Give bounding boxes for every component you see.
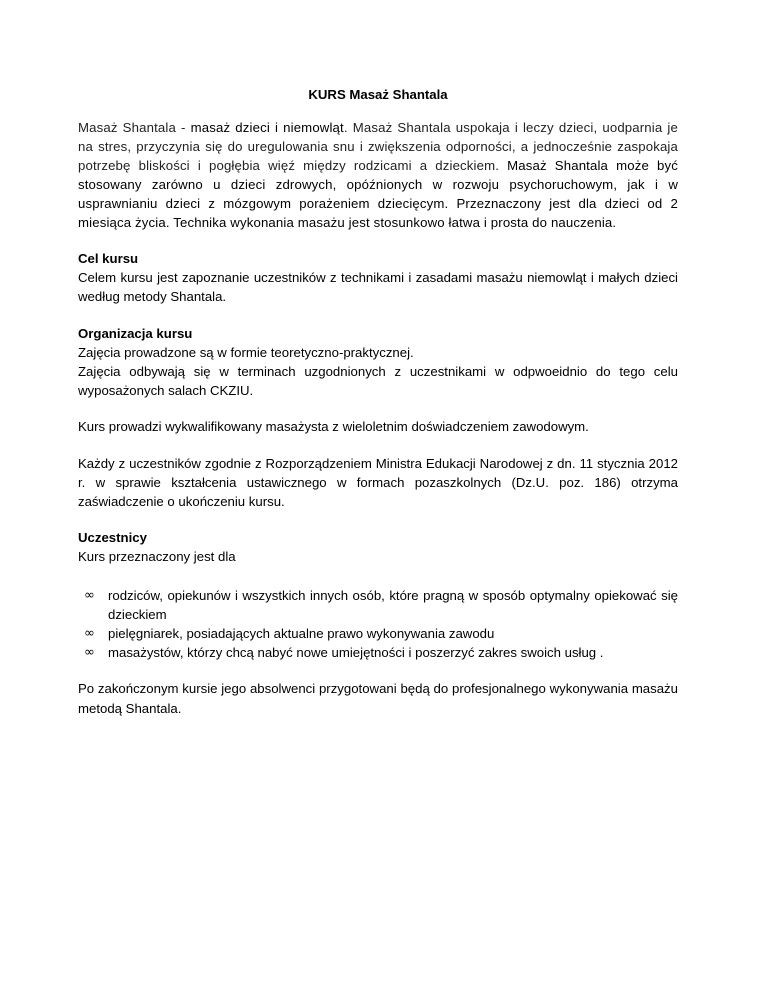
participants-list (78, 586, 678, 663)
list-item-text: pielęgniarek, posiadających aktualne prawo wykonywania zawodu (108, 626, 495, 642)
list-item (78, 586, 678, 624)
infinity-bullet-icon: ∞ (84, 645, 95, 661)
intro-text-1: Masaż Shantala - (78, 120, 191, 135)
goal-paragraph: Celem kursu jest zapoznanie uczestników z technikami i zasadami masażu niemowląt i małych dzieci według metody Shantala. (78, 270, 678, 305)
organization-line-2: Zajęcia odbywają się w terminach uzgodnionych z uczestnikami w odpwoeidnio do tego celu wyposażonych salach CKZIU. (78, 364, 678, 399)
infinity-bullet-icon: ∞ (84, 626, 95, 642)
intro-text-3: . Masaż Shantala uspokaja i leczy dzieci, uodparnia je na stres, przyczynia się do uregulowania snu i zwiększenia odporności, a jednocześnie zaspokaja potrzebę bliskości i pogłębia więź między rodzicami a dzieckiem. (78, 120, 678, 173)
list-item (78, 624, 678, 643)
organization-heading: Organizacja kursu (78, 325, 193, 341)
document-page (78, 86, 678, 718)
list-item-text: rodziców, opiekunów i wszystkich innych osób, które pragną w sposób optymalny opiekować się dzieckiem (108, 587, 678, 622)
certificate-paragraph: Każdy z uczestników zgodnie z Rozporządzeniem Ministra Edukacji Narodowej z dn. 11 stycznia 2012 r. w sprawie kształcenia ustawicznego w formach pozaszkolnych (Dz.U. poz. 186) otrzyma zaświadczenie o ukończeniu kursu. (78, 455, 678, 510)
list-item (78, 643, 678, 662)
intro-paragraph (78, 118, 678, 232)
participants-heading: Uczestnicy (78, 530, 147, 546)
instructor-paragraph: Kurs prowadzi wykwalifikowany masażysta z wieloletnim doświadczeniem zawodowym. (78, 419, 589, 435)
closing-paragraph: Po zakończonym kursie jego absolwenci przygotowani będą do profesjonalnego wykonywania masażu metodą Shantala. (78, 681, 678, 716)
goal-heading: Cel kursu (78, 251, 139, 266)
participants-intro: Kurs przeznaczony jest dla (78, 549, 236, 565)
list-item-text: masażystów, którzy chcą nabyć nowe umiejętności i poszerzyć zakres swoich usług . (108, 645, 604, 661)
intro-text-2: masaż dzieci i niemowląt (190, 120, 344, 135)
organization-line-1: Zajęcia prowadzone są w formie teoretyczno-praktycznej. (78, 344, 414, 360)
infinity-bullet-icon: ∞ (84, 587, 95, 603)
document-title: KURS Masaż Shantala (308, 87, 448, 102)
intro-text-4: Masaż Shantala może być stosowany zarówno u dzieci zdrowych, opóźnionych w rozwoju psychoruchowym, jak i w usprawnianiu dzieci z mózgowym porażeniem dziecięcym. Przeznaczony jest dla dzieci od 2 miesiąca życia. Technika wykonania masażu jest stosunkowo łatwa i prosta do nauczenia. (78, 158, 678, 230)
